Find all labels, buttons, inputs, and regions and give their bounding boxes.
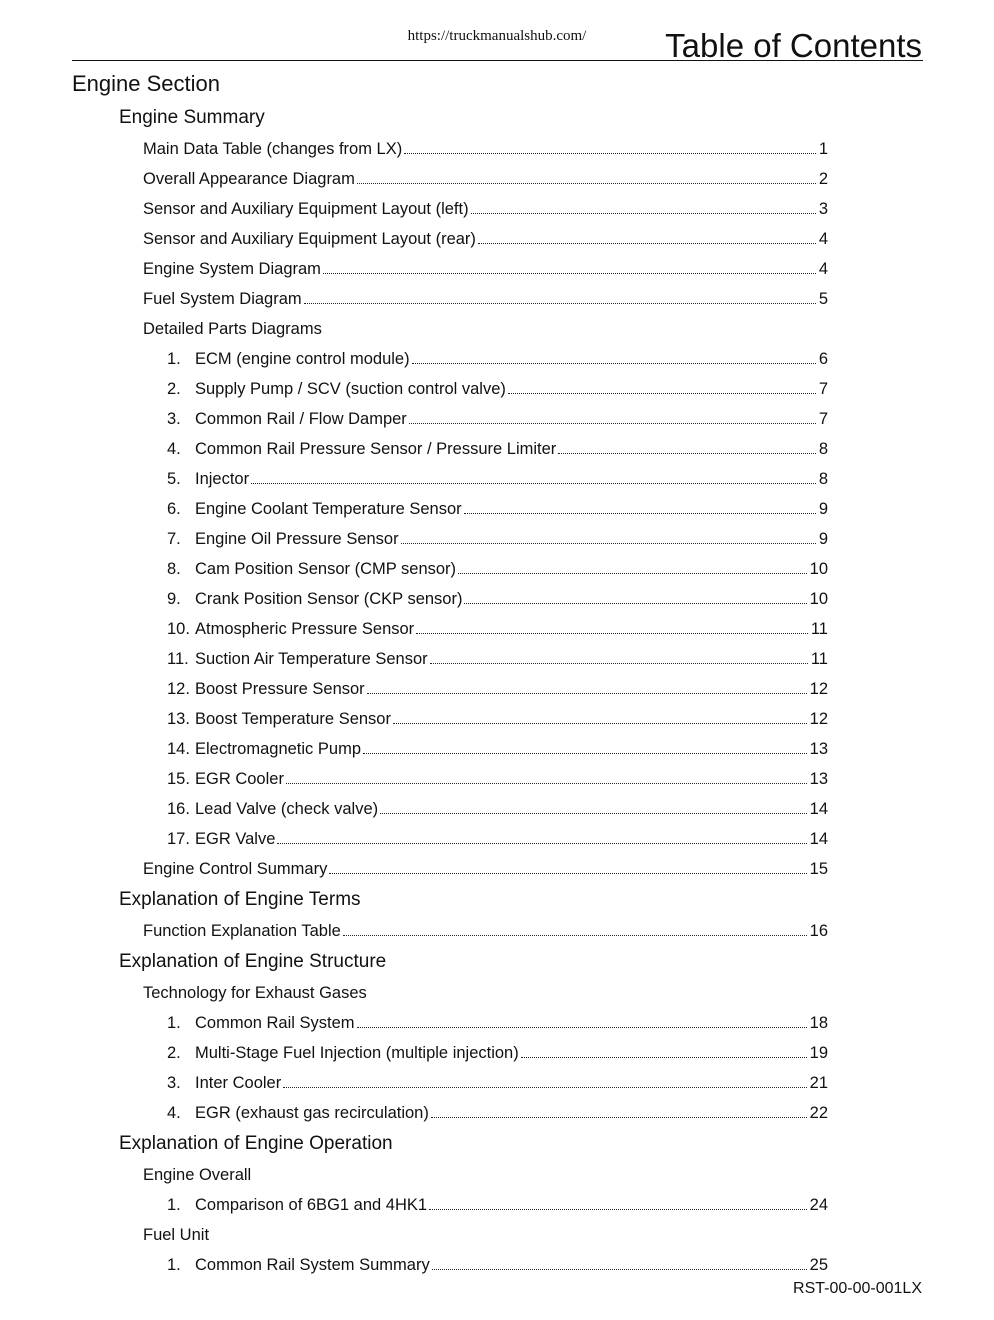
toc-entry: [0, 314, 994, 344]
toc-entry-line[interactable]: [143, 140, 828, 159]
toc-entry[interactable]: [0, 194, 994, 224]
toc-entry: [0, 978, 994, 1008]
toc-heading-label: Engine Section: [72, 71, 220, 96]
dot-leader: [393, 722, 807, 724]
toc-entry-line[interactable]: [167, 740, 828, 759]
toc-page-number[interactable]: 6: [818, 349, 828, 368]
toc-sub-entry[interactable]: [0, 1190, 994, 1220]
toc-item-number: 15.: [167, 769, 190, 788]
page-title: Table of Contents: [665, 27, 922, 64]
toc-sub-entry[interactable]: [0, 674, 994, 704]
toc-item-number: 1.: [167, 1013, 181, 1032]
toc-entry-line[interactable]: [167, 620, 828, 639]
toc-sub-entry[interactable]: [0, 1068, 994, 1098]
toc-entry[interactable]: [0, 164, 994, 194]
dot-leader: [521, 1056, 807, 1058]
dot-leader: [431, 1116, 807, 1118]
dot-leader: [277, 842, 806, 844]
toc-page-number[interactable]: 11: [810, 619, 828, 638]
toc-entry-line[interactable]: [167, 1104, 828, 1123]
toc-page-number[interactable]: 9: [818, 499, 828, 518]
toc-entry-label[interactable]: Common Rail / Flow Damper: [195, 409, 407, 428]
toc-entry-label[interactable]: Atmospheric Pressure Sensor: [195, 619, 415, 638]
toc-sub-entry[interactable]: [0, 1008, 994, 1038]
dot-leader: [430, 662, 808, 664]
dot-leader: [343, 934, 807, 936]
toc-entry[interactable]: [0, 224, 994, 254]
toc-page-number[interactable]: 7: [818, 379, 828, 398]
dot-leader: [508, 392, 816, 394]
toc-entry-line[interactable]: [167, 410, 828, 429]
toc-sub-entry[interactable]: [0, 584, 994, 614]
toc-chapter-heading: [0, 884, 994, 916]
toc-sub-entry[interactable]: [0, 734, 994, 764]
toc-entry-label[interactable]: Boost Temperature Sensor: [195, 709, 391, 728]
toc-entry-line[interactable]: [167, 1074, 828, 1093]
toc-item-number: 10.: [167, 619, 190, 638]
toc-item-number: 11.: [167, 649, 189, 668]
toc-entry-line[interactable]: [167, 800, 828, 819]
toc-entry-label[interactable]: Cam Position Sensor (CMP sensor): [195, 559, 457, 578]
toc-entry-label[interactable]: Lead Valve (check valve): [195, 799, 379, 818]
dot-leader: [380, 812, 807, 814]
toc-entry-label[interactable]: Fuel System Diagram: [143, 289, 302, 308]
toc-sub-entry[interactable]: [0, 704, 994, 734]
toc-entry-label[interactable]: Overall Appearance Diagram: [143, 169, 355, 188]
toc-heading-label: Explanation of Engine Terms: [119, 889, 361, 910]
toc-sub-entry[interactable]: [0, 464, 994, 494]
toc-entry-label[interactable]: EGR Cooler: [195, 769, 284, 788]
toc-entry-line[interactable]: [167, 680, 828, 699]
toc-item-number: 4.: [167, 1103, 181, 1122]
toc-item-number: 17.: [167, 829, 190, 848]
toc-page-number[interactable]: 24: [809, 1195, 828, 1214]
toc-sub-entry[interactable]: [0, 404, 994, 434]
toc-heading-label: Explanation of Engine Operation: [119, 1133, 393, 1154]
toc-page-number[interactable]: 15: [809, 859, 828, 878]
toc-entry: [0, 1220, 994, 1250]
dot-leader: [329, 872, 806, 874]
toc-item-number: 9.: [167, 589, 181, 608]
toc-heading-label: Detailed Parts Diagrams: [143, 319, 322, 338]
toc-heading-label: Engine Overall: [143, 1165, 252, 1184]
toc-page-number[interactable]: 22: [809, 1103, 828, 1122]
toc-item-number: 3.: [167, 409, 181, 428]
dot-leader: [458, 572, 807, 574]
toc-entry-line[interactable]: [143, 230, 828, 249]
toc-item-number: 5.: [167, 469, 181, 488]
toc-entry-line[interactable]: [167, 1256, 828, 1275]
toc-page-number[interactable]: 19: [809, 1043, 828, 1062]
toc-entry-label[interactable]: EGR (exhaust gas recirculation): [195, 1103, 429, 1122]
toc-entry-label[interactable]: Electromagnetic Pump: [195, 739, 361, 758]
toc-page-number[interactable]: 14: [809, 829, 828, 848]
dot-leader: [251, 482, 816, 484]
toc-page-number[interactable]: 4: [818, 229, 828, 248]
toc-page-number[interactable]: 13: [809, 739, 828, 758]
toc-entry-label[interactable]: Boost Pressure Sensor: [195, 679, 365, 698]
toc-entry-label[interactable]: Injector: [195, 469, 250, 488]
toc-sub-entry[interactable]: [0, 764, 994, 794]
toc-entry-line[interactable]: [143, 260, 828, 279]
toc-sub-entry[interactable]: [0, 1038, 994, 1068]
toc-page-number[interactable]: 18: [809, 1013, 828, 1032]
toc-entry-line[interactable]: [167, 1196, 828, 1215]
toc-entry-line[interactable]: [167, 530, 828, 549]
toc-item-number: 1.: [167, 349, 181, 368]
table-of-contents: [0, 66, 994, 1280]
toc-entry: [0, 1160, 994, 1190]
toc-entry-label[interactable]: Crank Position Sensor (CKP sensor): [195, 589, 463, 608]
toc-page-number[interactable]: 7: [818, 409, 828, 428]
toc-item-number: 7.: [167, 529, 181, 548]
toc-entry-label[interactable]: Common Rail Pressure Sensor / Pressure Limiter: [195, 439, 557, 458]
dot-leader: [471, 212, 816, 214]
toc-item-number: 16.: [167, 799, 190, 818]
toc-entry-line[interactable]: [143, 922, 828, 941]
toc-page-number[interactable]: 11: [810, 649, 828, 668]
toc-entry-label[interactable]: Engine Control Summary: [143, 859, 328, 878]
toc-item-number: 12.: [167, 679, 190, 698]
toc-entry-label[interactable]: Inter Cooler: [195, 1073, 282, 1092]
toc-entry-line[interactable]: [167, 350, 828, 369]
toc-entry-line[interactable]: [167, 1044, 828, 1063]
toc-entry-line[interactable]: [167, 560, 828, 579]
toc-page-number[interactable]: 21: [809, 1073, 828, 1092]
toc-entry-line[interactable]: [167, 470, 828, 489]
dot-leader: [357, 182, 816, 184]
toc-page-number[interactable]: 12: [809, 679, 828, 698]
dot-leader: [464, 512, 816, 514]
toc-page-number[interactable]: 10: [809, 559, 828, 578]
dot-leader: [432, 1268, 807, 1270]
toc-entry-label[interactable]: Supply Pump / SCV (suction control valve): [195, 379, 506, 398]
toc-entry-label[interactable]: Engine System Diagram: [143, 259, 321, 278]
toc-entry-label[interactable]: Multi-Stage Fuel Injection (multiple injection): [195, 1043, 519, 1062]
dot-leader: [367, 692, 807, 694]
toc-entry[interactable]: [0, 254, 994, 284]
dot-leader: [478, 242, 816, 244]
toc-entry-label[interactable]: Engine Coolant Temperature Sensor: [195, 499, 462, 518]
toc-entry-line[interactable]: [167, 380, 828, 399]
toc-entry-line[interactable]: [167, 710, 828, 729]
toc-entry[interactable]: [0, 854, 994, 884]
toc-item-number: 13.: [167, 709, 190, 728]
toc-sub-entry[interactable]: [0, 1098, 994, 1128]
toc-sub-entry[interactable]: [0, 344, 994, 374]
dot-leader: [401, 542, 816, 544]
toc-heading-label: Explanation of Engine Structure: [119, 951, 387, 972]
toc-sub-entry[interactable]: [0, 554, 994, 584]
toc-chapter-heading: [0, 102, 994, 134]
toc-page-number[interactable]: 3: [818, 199, 828, 218]
dot-leader: [286, 782, 807, 784]
toc-item-number: 2.: [167, 379, 181, 398]
toc-entry-line[interactable]: [143, 200, 828, 219]
toc-heading-label: Fuel Unit: [143, 1225, 210, 1244]
toc-item-number: 3.: [167, 1073, 181, 1092]
toc-entry-label[interactable]: EGR Valve: [195, 829, 276, 848]
dot-leader: [357, 1026, 807, 1028]
toc-entry[interactable]: [0, 134, 994, 164]
dot-leader: [283, 1086, 806, 1088]
toc-chapter-heading: [0, 1128, 994, 1160]
toc-sub-entry[interactable]: [0, 614, 994, 644]
toc-page-number[interactable]: 13: [809, 769, 828, 788]
toc-page-number[interactable]: 1: [818, 139, 828, 158]
toc-entry-line[interactable]: [167, 500, 828, 519]
dot-leader: [304, 302, 816, 304]
toc-sub-entry[interactable]: [0, 824, 994, 854]
dot-leader: [412, 362, 816, 364]
toc-entry-line[interactable]: [167, 590, 828, 609]
toc-page-number[interactable]: 10: [809, 589, 828, 608]
toc-entry-label[interactable]: Sensor and Auxiliary Equipment Layout (left): [143, 199, 469, 218]
toc-entry-label[interactable]: ECM (engine control module): [195, 349, 410, 368]
toc-entry-line[interactable]: [143, 170, 828, 189]
toc-sub-entry[interactable]: [0, 434, 994, 464]
toc-page-number[interactable]: 9: [818, 529, 828, 548]
toc-entry-line[interactable]: [143, 290, 828, 309]
toc-sub-entry[interactable]: [0, 524, 994, 554]
toc-item-number: 4.: [167, 439, 181, 458]
toc-entry-label[interactable]: Common Rail System Summary: [195, 1255, 430, 1274]
toc-sub-entry[interactable]: [0, 794, 994, 824]
toc-sub-entry[interactable]: [0, 644, 994, 674]
toc-sub-entry[interactable]: [0, 494, 994, 524]
source-url[interactable]: https://truckmanualshub.com/: [407, 28, 587, 44]
toc-sub-entry[interactable]: [0, 1250, 994, 1280]
toc-entry-line[interactable]: [167, 440, 828, 459]
toc-entry-label[interactable]: Engine Oil Pressure Sensor: [195, 529, 399, 548]
dot-leader: [429, 1208, 807, 1210]
dot-leader: [363, 752, 807, 754]
dot-leader: [464, 602, 806, 604]
toc-item-number: 14.: [167, 739, 190, 758]
toc-entry-line[interactable]: [143, 860, 828, 879]
dot-leader: [404, 152, 816, 154]
toc-page-number[interactable]: 12: [809, 709, 828, 728]
toc-page-number[interactable]: 25: [809, 1255, 828, 1274]
dot-leader: [558, 452, 816, 454]
toc-item-number: 8.: [167, 559, 181, 578]
toc-chapter-heading: [0, 946, 994, 978]
toc-entry-line[interactable]: [167, 770, 828, 789]
toc-section-heading: [0, 66, 994, 102]
toc-entry-label[interactable]: Main Data Table (changes from LX): [143, 139, 403, 158]
document-code: RST-00-00-001LX: [793, 1280, 922, 1297]
toc-sub-entry[interactable]: [0, 374, 994, 404]
dot-leader: [416, 632, 808, 634]
toc-page-number[interactable]: 8: [818, 469, 828, 488]
toc-item-number: 2.: [167, 1043, 181, 1062]
toc-item-number: 1.: [167, 1195, 181, 1214]
toc-entry[interactable]: [0, 916, 994, 946]
toc-item-number: 1.: [167, 1255, 181, 1274]
toc-entry-label[interactable]: Function Explanation Table: [143, 921, 341, 940]
toc-page-number[interactable]: 16: [809, 921, 828, 940]
dot-leader: [323, 272, 816, 274]
toc-page-number[interactable]: 4: [818, 259, 828, 278]
toc-entry-label[interactable]: Sensor and Auxiliary Equipment Layout (rear): [143, 229, 476, 248]
toc-entry-label[interactable]: Comparison of 6BG1 and 4HK1: [195, 1195, 428, 1214]
toc-entry-line[interactable]: [167, 830, 828, 849]
header-divider: [72, 60, 923, 61]
toc-page-number[interactable]: 8: [818, 439, 828, 458]
toc-heading-label: Engine Summary: [119, 107, 265, 128]
toc-page-number[interactable]: 2: [818, 169, 828, 188]
toc-entry-line[interactable]: [167, 650, 828, 669]
toc-heading-label: Technology for Exhaust Gases: [143, 983, 367, 1002]
dot-leader: [409, 422, 816, 424]
toc-entry-label[interactable]: Suction Air Temperature Sensor: [195, 649, 428, 668]
toc-entry-label[interactable]: Common Rail System: [195, 1013, 355, 1032]
toc-item-number: 6.: [167, 499, 181, 518]
toc-page-number[interactable]: 5: [818, 289, 828, 308]
toc-page-number[interactable]: 14: [809, 799, 828, 818]
toc-entry-line[interactable]: [167, 1014, 828, 1033]
toc-entry[interactable]: [0, 284, 994, 314]
